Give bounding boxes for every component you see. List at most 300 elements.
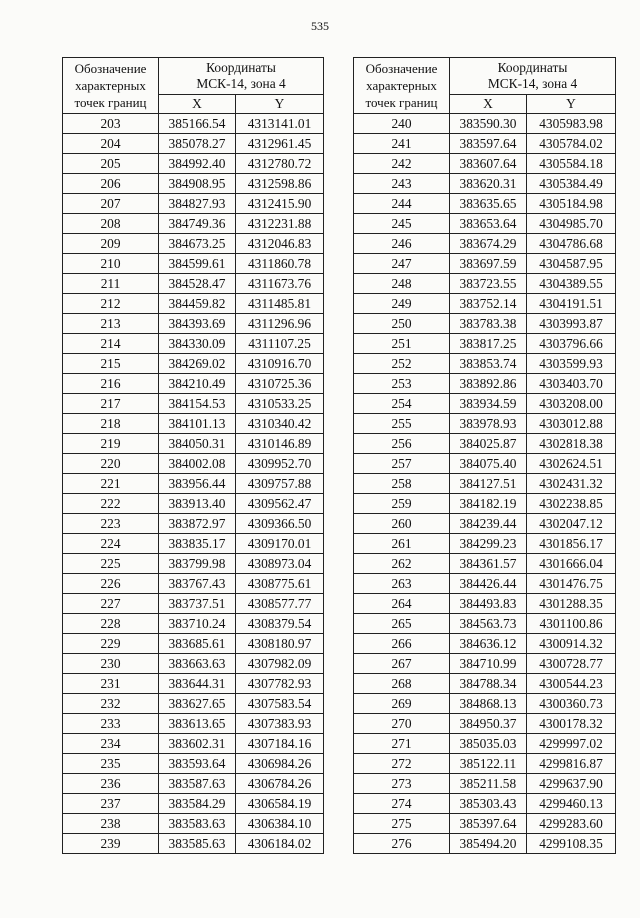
point-id-cell: 227 — [63, 594, 159, 614]
x-coordinate-cell: 383723.55 — [450, 274, 527, 294]
x-coordinate-cell: 383934.59 — [450, 394, 527, 414]
y-coordinate-cell: 4302047.12 — [527, 514, 616, 534]
point-id-cell: 258 — [354, 474, 450, 494]
point-id-cell: 245 — [354, 214, 450, 234]
table-row — [63, 534, 324, 554]
y-coordinate-cell: 4305184.98 — [527, 194, 616, 214]
table-row — [63, 814, 324, 834]
y-coordinate-cell: 4303012.88 — [527, 414, 616, 434]
table-row — [63, 634, 324, 654]
point-id-cell: 237 — [63, 794, 159, 814]
x-coordinate-cell: 383585.63 — [159, 834, 236, 854]
point-id-cell: 249 — [354, 294, 450, 314]
x-coordinate-cell: 383663.63 — [159, 654, 236, 674]
y-coordinate-cell: 4300914.32 — [527, 634, 616, 654]
header-line: МСК-14, зона 4 — [196, 76, 286, 91]
y-coordinate-cell: 4309170.01 — [236, 534, 324, 554]
table-row — [63, 294, 324, 314]
point-id-cell: 235 — [63, 754, 159, 774]
y-coordinate-cell: 4300178.32 — [527, 714, 616, 734]
x-coordinate-cell: 384002.08 — [159, 454, 236, 474]
y-coordinate-cell: 4306184.02 — [236, 834, 324, 854]
y-column-header: Y — [236, 95, 324, 114]
y-coordinate-cell: 4310725.36 — [236, 374, 324, 394]
table-row — [354, 214, 616, 234]
point-id-cell: 272 — [354, 754, 450, 774]
table-row — [63, 354, 324, 374]
point-id-cell: 219 — [63, 434, 159, 454]
x-coordinate-cell: 383593.64 — [159, 754, 236, 774]
x-coordinate-cell: 383697.59 — [450, 254, 527, 274]
x-coordinate-cell: 384493.83 — [450, 594, 527, 614]
x-coordinate-cell: 384075.40 — [450, 454, 527, 474]
table-row — [63, 454, 324, 474]
x-coordinate-cell: 384361.57 — [450, 554, 527, 574]
x-coordinate-cell: 383584.29 — [159, 794, 236, 814]
point-id-cell: 275 — [354, 814, 450, 834]
point-id-cell: 207 — [63, 194, 159, 214]
table-row — [354, 234, 616, 254]
table-row — [63, 154, 324, 174]
point-id-cell: 234 — [63, 734, 159, 754]
table-row — [354, 394, 616, 414]
x-coordinate-cell: 384868.13 — [450, 694, 527, 714]
point-id-cell: 226 — [63, 574, 159, 594]
point-id-cell: 239 — [63, 834, 159, 854]
table-row — [354, 334, 616, 354]
table-row — [354, 434, 616, 454]
point-id-cell: 262 — [354, 554, 450, 574]
point-id-cell: 205 — [63, 154, 159, 174]
point-id-cell: 257 — [354, 454, 450, 474]
y-coordinate-cell: 4312961.45 — [236, 134, 324, 154]
x-coordinate-cell: 383752.14 — [450, 294, 527, 314]
table-row — [354, 654, 616, 674]
table-row — [63, 834, 324, 854]
x-coordinate-cell: 383607.64 — [450, 154, 527, 174]
x-coordinate-cell: 384239.44 — [450, 514, 527, 534]
table-row — [354, 834, 616, 854]
table-row — [354, 554, 616, 574]
x-coordinate-cell: 383853.74 — [450, 354, 527, 374]
point-id-cell: 251 — [354, 334, 450, 354]
table-body — [354, 114, 616, 854]
x-coordinate-cell: 384127.51 — [450, 474, 527, 494]
table-row — [354, 194, 616, 214]
header-line: Обозначение — [74, 61, 147, 76]
table-row — [354, 734, 616, 754]
x-coordinate-cell: 385303.43 — [450, 794, 527, 814]
table-row — [63, 494, 324, 514]
y-coordinate-cell: 4306784.26 — [236, 774, 324, 794]
x-coordinate-cell: 384426.44 — [450, 574, 527, 594]
table-row — [63, 114, 324, 134]
y-coordinate-cell: 4307383.93 — [236, 714, 324, 734]
y-coordinate-cell: 4299460.13 — [527, 794, 616, 814]
table-row — [63, 774, 324, 794]
x-coordinate-cell: 383737.51 — [159, 594, 236, 614]
y-coordinate-cell: 4309757.88 — [236, 474, 324, 494]
y-coordinate-cell: 4308180.97 — [236, 634, 324, 654]
x-coordinate-cell: 383620.31 — [450, 174, 527, 194]
y-coordinate-cell: 4310533.25 — [236, 394, 324, 414]
point-id-cell: 260 — [354, 514, 450, 534]
point-id-cell: 218 — [63, 414, 159, 434]
x-coordinate-cell: 383685.61 — [159, 634, 236, 654]
x-coordinate-cell: 385211.58 — [450, 774, 527, 794]
x-coordinate-cell: 383817.25 — [450, 334, 527, 354]
point-id-cell: 246 — [354, 234, 450, 254]
x-coordinate-cell: 383956.44 — [159, 474, 236, 494]
table-row — [63, 674, 324, 694]
y-coordinate-cell: 4299637.90 — [527, 774, 616, 794]
x-coordinate-cell: 384025.87 — [450, 434, 527, 454]
point-id-cell: 208 — [63, 214, 159, 234]
x-coordinate-cell: 383587.63 — [159, 774, 236, 794]
x-coordinate-cell: 384749.36 — [159, 214, 236, 234]
table-row — [63, 734, 324, 754]
y-coordinate-cell: 4308379.54 — [236, 614, 324, 634]
x-coordinate-cell: 383892.86 — [450, 374, 527, 394]
point-id-cell: 236 — [63, 774, 159, 794]
coordinates-table-right — [353, 57, 616, 854]
x-coordinate-cell: 384599.61 — [159, 254, 236, 274]
header-line: точек границ — [74, 95, 147, 110]
point-id-cell: 242 — [354, 154, 450, 174]
y-coordinate-cell: 4303993.87 — [527, 314, 616, 334]
y-coordinate-cell: 4311673.76 — [236, 274, 324, 294]
y-coordinate-cell: 4306384.10 — [236, 814, 324, 834]
header-line: характерных — [75, 78, 146, 93]
x-coordinate-cell: 384908.95 — [159, 174, 236, 194]
header-line: Обозначение — [365, 61, 438, 76]
table-body — [63, 114, 324, 854]
y-coordinate-cell: 4305584.18 — [527, 154, 616, 174]
x-coordinate-cell: 384788.34 — [450, 674, 527, 694]
table-row — [63, 334, 324, 354]
x-coordinate-cell: 384154.53 — [159, 394, 236, 414]
table-row — [354, 274, 616, 294]
table-row — [63, 314, 324, 334]
point-id-cell: 210 — [63, 254, 159, 274]
x-coordinate-cell: 383799.98 — [159, 554, 236, 574]
table-row — [354, 594, 616, 614]
point-id-cell: 268 — [354, 674, 450, 694]
header-line: Координаты — [206, 60, 276, 75]
x-coordinate-cell: 384673.25 — [159, 234, 236, 254]
table-row — [63, 194, 324, 214]
x-coordinate-cell: 385078.27 — [159, 134, 236, 154]
y-coordinate-cell: 4303403.70 — [527, 374, 616, 394]
x-coordinate-cell: 383602.31 — [159, 734, 236, 754]
y-coordinate-cell: 4312415.90 — [236, 194, 324, 214]
point-id-cell: 263 — [354, 574, 450, 594]
y-column-header: Y — [527, 95, 616, 114]
y-coordinate-cell: 4312598.86 — [236, 174, 324, 194]
y-coordinate-cell: 4308577.77 — [236, 594, 324, 614]
table-row — [63, 254, 324, 274]
table-row — [354, 634, 616, 654]
point-id-cell: 252 — [354, 354, 450, 374]
table-row — [63, 174, 324, 194]
y-coordinate-cell: 4301666.04 — [527, 554, 616, 574]
table-row — [354, 534, 616, 554]
x-coordinate-cell: 384459.82 — [159, 294, 236, 314]
point-id-cell: 213 — [63, 314, 159, 334]
point-id-cell: 233 — [63, 714, 159, 734]
table-row — [63, 414, 324, 434]
y-coordinate-cell: 4305784.02 — [527, 134, 616, 154]
table-row — [63, 234, 324, 254]
y-coordinate-cell: 4304985.70 — [527, 214, 616, 234]
x-coordinate-cell: 383613.65 — [159, 714, 236, 734]
y-coordinate-cell: 4303796.66 — [527, 334, 616, 354]
y-coordinate-cell: 4308775.61 — [236, 574, 324, 594]
page-number: 535 — [311, 19, 329, 33]
point-id-cell: 204 — [63, 134, 159, 154]
point-id-cell: 209 — [63, 234, 159, 254]
point-id-cell: 214 — [63, 334, 159, 354]
y-coordinate-cell: 4299283.60 — [527, 814, 616, 834]
x-coordinate-cell: 383644.31 — [159, 674, 236, 694]
point-id-cell: 247 — [354, 254, 450, 274]
header-line: точек границ — [365, 95, 438, 110]
x-coordinate-cell: 383635.65 — [450, 194, 527, 214]
point-id-cell: 270 — [354, 714, 450, 734]
point-id-cell: 271 — [354, 734, 450, 754]
table-row — [63, 694, 324, 714]
point-id-cell: 228 — [63, 614, 159, 634]
table-row — [354, 414, 616, 434]
table-row — [354, 354, 616, 374]
x-coordinate-cell: 385035.03 — [450, 734, 527, 754]
table-row — [354, 614, 616, 634]
y-coordinate-cell: 4304191.51 — [527, 294, 616, 314]
y-coordinate-cell: 4306584.19 — [236, 794, 324, 814]
x-coordinate-cell: 385397.64 — [450, 814, 527, 834]
y-coordinate-cell: 4311860.78 — [236, 254, 324, 274]
table-row — [354, 134, 616, 154]
point-id-cell: 255 — [354, 414, 450, 434]
x-coordinate-cell: 383597.64 — [450, 134, 527, 154]
x-coordinate-cell: 383674.29 — [450, 234, 527, 254]
x-coordinate-cell: 383653.64 — [450, 214, 527, 234]
x-coordinate-cell: 383590.30 — [450, 114, 527, 134]
table-row — [354, 314, 616, 334]
point-id-cell: 229 — [63, 634, 159, 654]
point-id-cell: 265 — [354, 614, 450, 634]
y-coordinate-cell: 4299108.35 — [527, 834, 616, 854]
point-id-cell: 266 — [354, 634, 450, 654]
y-coordinate-cell: 4302431.32 — [527, 474, 616, 494]
point-id-cell: 250 — [354, 314, 450, 334]
point-id-cell: 211 — [63, 274, 159, 294]
table-row — [354, 474, 616, 494]
y-coordinate-cell: 4303599.93 — [527, 354, 616, 374]
x-coordinate-cell: 384563.73 — [450, 614, 527, 634]
point-id-cell: 215 — [63, 354, 159, 374]
y-coordinate-cell: 4299816.87 — [527, 754, 616, 774]
y-coordinate-cell: 4307982.09 — [236, 654, 324, 674]
y-coordinate-cell: 4303208.00 — [527, 394, 616, 414]
y-coordinate-cell: 4302238.85 — [527, 494, 616, 514]
x-coordinate-cell: 384636.12 — [450, 634, 527, 654]
x-coordinate-cell: 384710.99 — [450, 654, 527, 674]
x-coordinate-cell: 383710.24 — [159, 614, 236, 634]
header-line: МСК-14, зона 4 — [487, 76, 578, 91]
x-coordinate-cell: 384210.49 — [159, 374, 236, 394]
table-row — [354, 714, 616, 734]
table-row — [63, 214, 324, 234]
y-coordinate-cell: 4310146.89 — [236, 434, 324, 454]
y-coordinate-cell: 4309366.50 — [236, 514, 324, 534]
x-coordinate-cell: 384827.93 — [159, 194, 236, 214]
table-row — [354, 254, 616, 274]
x-coordinate-cell: 384269.02 — [159, 354, 236, 374]
table-row — [63, 434, 324, 454]
table-row — [354, 754, 616, 774]
point-id-cell: 274 — [354, 794, 450, 814]
table-row — [354, 154, 616, 174]
table-row — [63, 514, 324, 534]
y-coordinate-cell: 4309562.47 — [236, 494, 324, 514]
x-coordinate-cell: 385494.20 — [450, 834, 527, 854]
y-coordinate-cell: 4301288.35 — [527, 594, 616, 614]
x-coordinate-cell: 383583.63 — [159, 814, 236, 834]
table-row — [63, 394, 324, 414]
point-id-cell: 206 — [63, 174, 159, 194]
y-coordinate-cell: 4299997.02 — [527, 734, 616, 754]
x-coordinate-cell: 384182.19 — [450, 494, 527, 514]
point-id-cell: 232 — [63, 694, 159, 714]
x-coordinate-cell: 383783.38 — [450, 314, 527, 334]
x-coordinate-cell: 383627.65 — [159, 694, 236, 714]
x-coordinate-cell: 383913.40 — [159, 494, 236, 514]
x-coordinate-cell: 383872.97 — [159, 514, 236, 534]
y-coordinate-cell: 4304389.55 — [527, 274, 616, 294]
point-id-cell: 259 — [354, 494, 450, 514]
y-coordinate-cell: 4301856.17 — [527, 534, 616, 554]
point-id-cell: 241 — [354, 134, 450, 154]
x-coordinate-cell: 384101.13 — [159, 414, 236, 434]
table-row — [354, 674, 616, 694]
point-id-cell: 217 — [63, 394, 159, 414]
point-id-cell: 216 — [63, 374, 159, 394]
y-coordinate-cell: 4311107.25 — [236, 334, 324, 354]
table-row — [63, 794, 324, 814]
point-id-cell: 243 — [354, 174, 450, 194]
point-id-cell: 269 — [354, 694, 450, 714]
y-coordinate-cell: 4305384.49 — [527, 174, 616, 194]
y-coordinate-cell: 4305983.98 — [527, 114, 616, 134]
table-row — [354, 114, 616, 134]
x-coordinate-cell: 383978.93 — [450, 414, 527, 434]
y-coordinate-cell: 4300360.73 — [527, 694, 616, 714]
point-id-cell: 261 — [354, 534, 450, 554]
y-coordinate-cell: 4307782.93 — [236, 674, 324, 694]
point-id-cell: 267 — [354, 654, 450, 674]
point-id-cell: 225 — [63, 554, 159, 574]
table-row — [354, 774, 616, 794]
y-coordinate-cell: 4307583.54 — [236, 694, 324, 714]
y-coordinate-cell: 4310916.70 — [236, 354, 324, 374]
x-coordinate-cell: 384330.09 — [159, 334, 236, 354]
table-row — [354, 454, 616, 474]
x-coordinate-cell: 384050.31 — [159, 434, 236, 454]
point-id-cell: 256 — [354, 434, 450, 454]
table-row — [63, 554, 324, 574]
table-row — [354, 814, 616, 834]
point-id-cell: 212 — [63, 294, 159, 314]
x-column-header: X — [450, 95, 527, 114]
point-label-header — [354, 58, 450, 114]
table-row — [354, 514, 616, 534]
point-id-cell: 221 — [63, 474, 159, 494]
point-id-cell: 240 — [354, 114, 450, 134]
table-row — [63, 274, 324, 294]
y-coordinate-cell: 4302624.51 — [527, 454, 616, 474]
table-row — [63, 474, 324, 494]
x-coordinate-cell: 384528.47 — [159, 274, 236, 294]
x-coordinate-cell: 383767.43 — [159, 574, 236, 594]
x-coordinate-cell: 384950.37 — [450, 714, 527, 734]
point-id-cell: 231 — [63, 674, 159, 694]
table-row — [354, 174, 616, 194]
y-coordinate-cell: 4311485.81 — [236, 294, 324, 314]
table-row — [354, 494, 616, 514]
table-row — [354, 794, 616, 814]
point-id-cell: 224 — [63, 534, 159, 554]
table-row — [354, 694, 616, 714]
table-row — [63, 754, 324, 774]
point-id-cell: 220 — [63, 454, 159, 474]
x-column-header: X — [159, 95, 236, 114]
table-row — [354, 374, 616, 394]
x-coordinate-cell: 384299.23 — [450, 534, 527, 554]
point-id-cell: 244 — [354, 194, 450, 214]
table-row — [63, 614, 324, 634]
header-line: Координаты — [497, 60, 568, 75]
y-coordinate-cell: 4309952.70 — [236, 454, 324, 474]
x-coordinate-cell: 384992.40 — [159, 154, 236, 174]
y-coordinate-cell: 4301476.75 — [527, 574, 616, 594]
x-coordinate-cell: 383835.17 — [159, 534, 236, 554]
table-row — [63, 714, 324, 734]
coordinates-table-left — [62, 57, 324, 854]
x-coordinate-cell: 385166.54 — [159, 114, 236, 134]
y-coordinate-cell: 4302818.38 — [527, 434, 616, 454]
table-row — [63, 594, 324, 614]
header-line: характерных — [366, 78, 437, 93]
point-label-header — [63, 58, 159, 114]
y-coordinate-cell: 4308973.04 — [236, 554, 324, 574]
point-id-cell: 276 — [354, 834, 450, 854]
y-coordinate-cell: 4311296.96 — [236, 314, 324, 334]
point-id-cell: 223 — [63, 514, 159, 534]
y-coordinate-cell: 4301100.86 — [527, 614, 616, 634]
table-row — [63, 134, 324, 154]
y-coordinate-cell: 4300544.23 — [527, 674, 616, 694]
point-id-cell: 273 — [354, 774, 450, 794]
table-row — [63, 654, 324, 674]
point-id-cell: 203 — [63, 114, 159, 134]
y-coordinate-cell: 4307184.16 — [236, 734, 324, 754]
y-coordinate-cell: 4304587.95 — [527, 254, 616, 274]
y-coordinate-cell: 4304786.68 — [527, 234, 616, 254]
table-row — [354, 574, 616, 594]
y-coordinate-cell: 4313141.01 — [236, 114, 324, 134]
point-id-cell: 254 — [354, 394, 450, 414]
